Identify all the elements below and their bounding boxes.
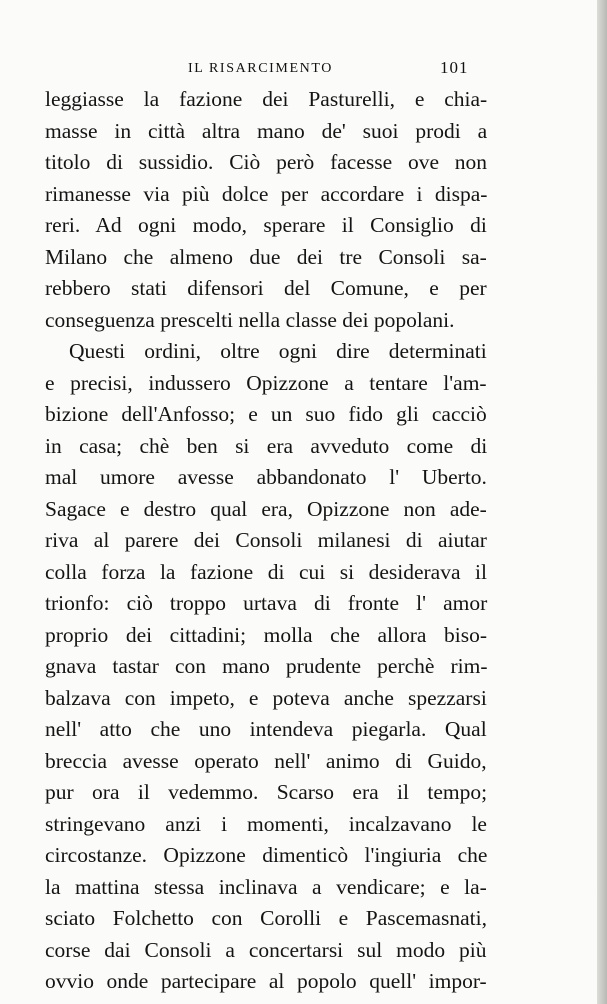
text-line: corse dai Consoli a concertarsi sul modo più — [45, 937, 487, 962]
text-line: in casa; chè ben si era avveduto come di — [45, 433, 488, 458]
text-line: circostanze. Opizzone dimenticò l'ingiuria che — [45, 843, 488, 867]
text-line: sciato Folchetto con Corolli e Pascemasnati, — [45, 906, 487, 930]
text-line: nell' atto che uno intendeva piegarla. Qual — [45, 717, 487, 741]
text-line: riva al parere dei Consoli milanesi di aiutar — [45, 528, 487, 552]
text-line: colla forza la fazione di cui si desiderava il — [45, 559, 487, 584]
text-line: Milano che almeno due dei tre Consoli sa- — [45, 244, 487, 269]
text-line: rebbero stati difensori del Comune, e per — [45, 276, 487, 300]
page-number: 101 — [440, 58, 469, 77]
text-line: reri. Ad ogni modo, sperare il Consiglio di — [45, 213, 487, 237]
page-edge-shadow — [597, 0, 607, 1004]
text-line: balzava con impeto, e poteva anche spezzarsi — [45, 685, 487, 710]
text-line: bizione dell'Anfosso; e un suo fido gli cacciò — [45, 402, 487, 426]
text-line: proprio dei cittadini; molla che allora biso- — [45, 622, 487, 647]
page-header — [182, 58, 482, 82]
text-line: pur ora il vedemmo. Scarso era il tempo; — [45, 780, 488, 804]
text-line: mal umore avesse abbandonato l' Uberto. — [45, 465, 487, 489]
text-line: conseguenza prescelti nella classe dei popolani. — [45, 307, 455, 332]
text-line: e precisi, indussero Opizzone a tentare l'am- — [45, 370, 487, 395]
body-text — [45, 84, 487, 998]
text-line: gnava tastar con mano prudente perchè rim- — [45, 654, 488, 678]
text-line: stringevano anzi i momenti, incalzavano le — [45, 811, 487, 836]
text-line: titolo di sussidio. Ciò però facesse ove non — [45, 150, 488, 174]
text-line: ovvio onde partecipare al popolo quell' impor- — [45, 969, 487, 993]
text-line: Questi ordini, oltre ogni dire determinati — [69, 339, 487, 363]
text-line: la mattina stessa inclinava a vendicare; e la- — [45, 874, 487, 899]
text-line: rimanesse via più dolce per accordare i dispa- — [45, 181, 488, 206]
running-title: IL RISARCIMENTO — [188, 61, 333, 76]
text-line: masse in città altra mano de' suoi prodi a — [45, 118, 488, 143]
text-line: breccia avesse operato nell' animo di Guido, — [45, 748, 487, 773]
text-line: trionfo: ciò troppo urtava di fronte l' amor — [45, 591, 488, 615]
text-line: leggiasse la fazione dei Pasturelli, e chia- — [45, 87, 488, 111]
text-line: Sagace e destro qual era, Opizzone non ade- — [45, 496, 487, 521]
